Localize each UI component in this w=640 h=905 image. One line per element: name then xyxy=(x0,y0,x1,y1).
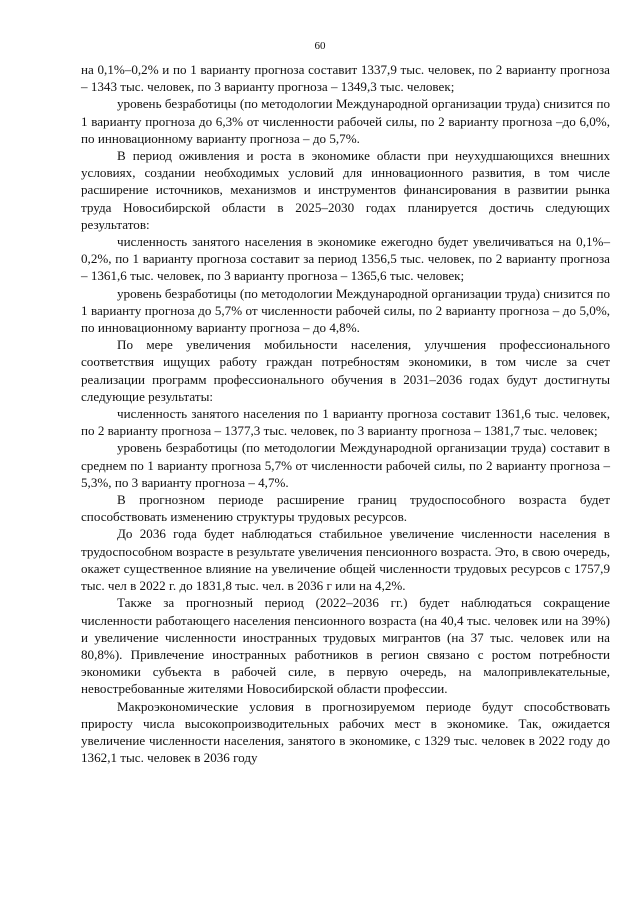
paragraph-mobility: По мере увеличения мобильности населения, улучшения профессионального соответствия ищущих работу граждан потребностям экономики, в том числе за счет реализации программ профессионального обучения в 2031–2036 годах будут достигнуты следующие результаты: xyxy=(81,337,610,404)
paragraph-working-age-growth: До 2036 года будет наблюдаться стабильное увеличение численности населения в трудоспособном возрасте в результате увеличения пенсионного возраста. Это, в свою очередь, окажет существенное влияние на увеличение общей численности трудовых ресурсов с 1757,9 тыс. чел в 2022 г. до 1831,8 тыс. чел. в 2036 г или на 4,2%. xyxy=(81,526,610,594)
paragraph-employment-continued: на 0,1%–0,2% и по 1 варианту прогноза составит 1337,9 тыс. человек, по 2 варианту прогноза – 1343 тыс. человек, по 3 варианту прогноза – 1349,3 тыс. человек; xyxy=(81,62,610,95)
paragraph-employment-2025-2030: численность занятого населения в экономике ежегодно будет увеличиваться на 0,1%–0,2%, по 1 варианту прогноза составит за период 1356,5 тыс. человек, по 2 варианту прогноза – 1361,6 тыс. человек, по 3 варианту прогноза – 1365,6 тыс. человек; xyxy=(81,234,610,284)
paragraph-unemployment-2024: уровень безработицы (по методологии Международной организации труда) снизится по 1 варианту прогноза до 6,3% от численности рабочей силы, по 2 варианту прогноза –до 6,0%, по инновационному варианту прогноза – до 5,7%. xyxy=(81,96,610,146)
document-body xyxy=(81,61,610,766)
paragraph-pensioners-migrants: Также за прогнозный период (2022–2036 гг.) будет наблюдаться сокращение численности работающего населения пенсионного возраста (на 40,4 тыс. человек или на 39%) и увеличение численности иностранных трудовых мигрантов (на 37 тыс. человек или на 80,8%). Привлечение иностранных работников в регион связано с ростом потребности экономики субъекта в рабочей силе, в первую очередь, на малопривлекательные, невостребованные жителями Новосибирской области профессии. xyxy=(81,595,610,697)
page-number: 60 xyxy=(314,40,326,52)
paragraph-recovery-period: В период оживления и роста в экономике области при неухудшающихся внешних условиях, создании необходимых условий для инновационного развития, в том числе расширение источников, механизмов и инструментов финансирования в развитии рынка труда Новосибирской области в 2025–2030 годах планируется достичь следующих результатов: xyxy=(81,148,610,232)
paragraph-unemployment-2025-2030: уровень безработицы (по методологии Международной организации труда) снизится по 1 варианту прогноза до 5,7% от численности рабочей силы, по 2 варианту прогноза – до 5,0%, по инновационному варианту прогноза – до 4,8%. xyxy=(81,285,610,336)
paragraph-working-age-borders: В прогнозном периоде расширение границ трудоспособного возраста будет способствовать изменению структуры трудовых ресурсов. xyxy=(81,492,610,525)
paragraph-macroeconomic-conditions: Макроэкономические условия в прогнозируемом периоде будут способствовать приросту числа высокопроизводительных рабочих мест в экономике. Так, ожидается увеличение численности населения, занятого в экономике, с 1329 тыс. человек в 2022 году до 1362,1 тыс. человек в 2036 году xyxy=(81,698,610,766)
paragraph-unemployment-2031-2036: уровень безработицы (по методологии Международной организации труда) составит в среднем по 1 варианту прогноза 5,7% от численности рабочей силы, по 2 варианту прогноза – 5,3%, по 3 варианту прогноза – 4,7%. xyxy=(81,440,610,490)
paragraph-employment-2031-2036: численность занятого населения по 1 варианту прогноза составит 1361,6 тыс. человек, по 2 варианту прогноза – 1377,3 тыс. человек, по 3 варианту прогноза – 1381,7 тыс. человек; xyxy=(81,406,610,439)
